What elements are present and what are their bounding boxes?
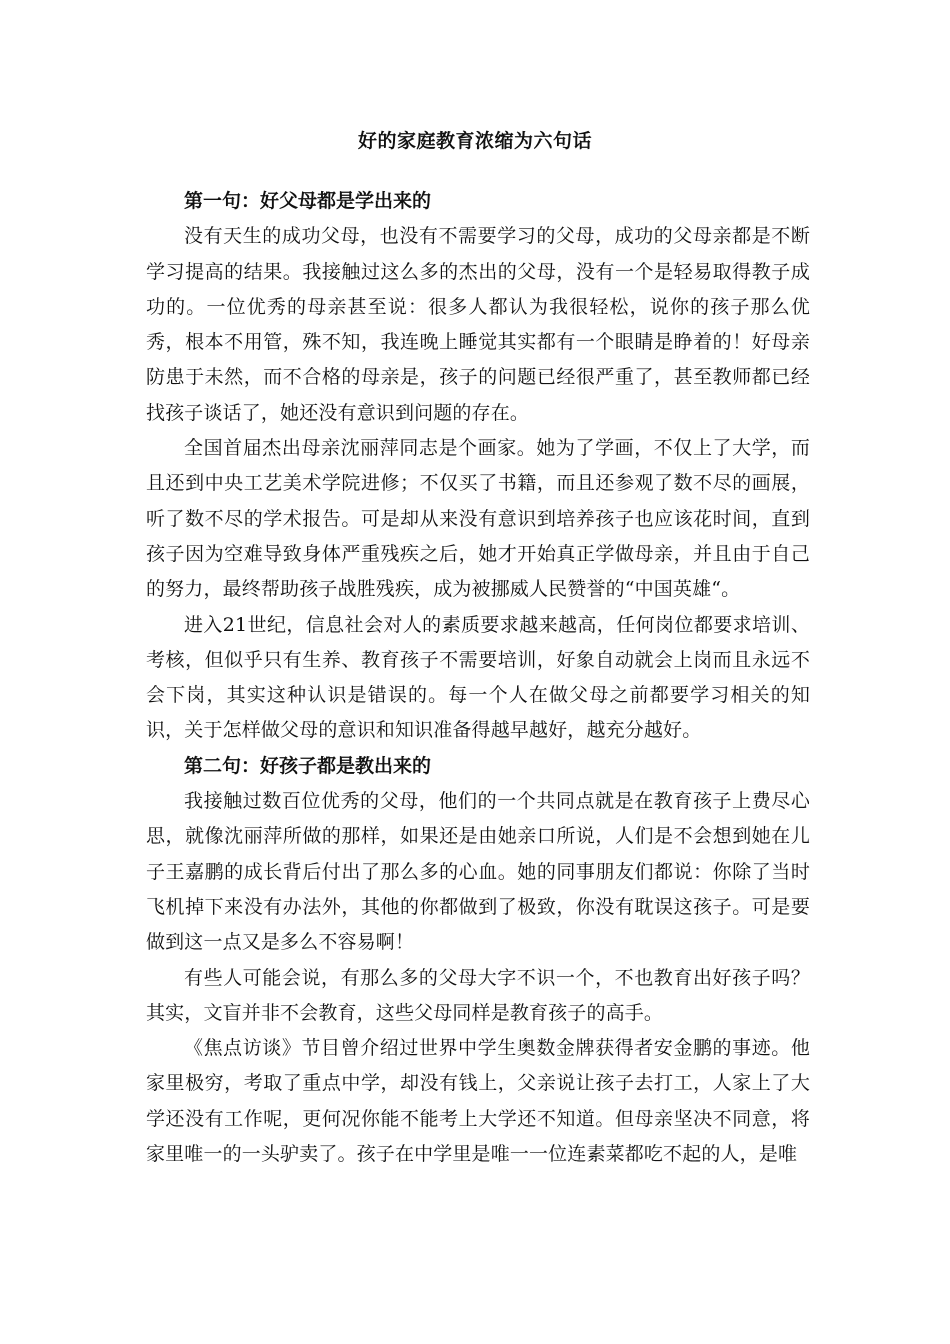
paragraph: 《焦点访谈》节目曾介绍过世界中学生奥数金牌获得者安金鹏的事迹。他家里极穷，考取了重点中学，却没有钱上，父亲说让孩子去打工，人家上了大学还没有工作呢，更何况你能不能考上大学还不知道。但母亲坚决不同意，将家里唯一的一头驴卖了。孩子在中学里是唯一一位连素菜都吃不起的人，是唯 bbox=[146, 1037, 810, 1166]
paragraph: 进入21世纪，信息社会对人的素质要求越来越高，任何岗位都要求培训、考核，但似乎只有生养、教育孩子不需要培训，好象自动就会上岗而且永远不会下岗，其实这种认识是错误的。每一个人在做父母之前都要学习相关的知识，关于怎样做父母的意识和知识准备得越早越好，越充分越好。 bbox=[146, 613, 810, 742]
section-heading-2: 第二句：好孩子都是教出来的 bbox=[184, 754, 432, 777]
paragraph: 全国首届杰出母亲沈丽萍同志是个画家。她为了学画，不仅上了大学，而且还到中央工艺美术学院进修；不仅买了书籍，而且还参观了数不尽的画展，听了数不尽的学术报告。可是却从来没有意识到培养孩子也应该花时间，直到孩子因为空难导致身体严重残疾之后，她才开始真正学做母亲，并且由于自己的努力，最终帮助孩子战胜残疾，成为被挪威人民赞誉的“中国英雄“。 bbox=[146, 437, 810, 601]
document-title: 好的家庭教育浓缩为六句话 bbox=[357, 130, 592, 152]
document-body bbox=[146, 184, 810, 1172]
paragraph: 没有天生的成功父母，也没有不需要学习的父母，成功的父母亲都是不断学习提高的结果。我接触过这么多的杰出的父母，没有一个是轻易取得教子成功的。一位优秀的母亲甚至说：很多人都认为我很轻松，说你的孩子那么优秀，根本不用管，殊不知，我连晚上睡觉其实都有一个眼睛是睁着的！好母亲防患于未然，而不合格的母亲是，孩子的问题已经很严重了，甚至教师都已经找孩子谈话了，她还没有意识到问题的存在。 bbox=[146, 225, 810, 424]
paragraph: 有些人可能会说，有那么多的父母大字不识一个，不也教育出好孩子吗？其实，文盲并非不会教育，这些父母同样是教育孩子的高手。 bbox=[146, 966, 810, 1024]
paragraph: 我接触过数百位优秀的父母，他们的一个共同点就是在教育孩子上费尽心思，就像沈丽萍所做的那样，如果还是由她亲口所说，人们是不会想到她在儿子王嘉鹏的成长背后付出了那么多的心血。她的同事朋友们都说：你除了当时飞机掉下来没有办法外，其他的你都做到了极致，你没有耽误这孩子。可是要做到这一点又是多么不容易啊！ bbox=[146, 790, 810, 954]
section-heading-1: 第一句：好父母都是学出来的 bbox=[184, 190, 432, 212]
